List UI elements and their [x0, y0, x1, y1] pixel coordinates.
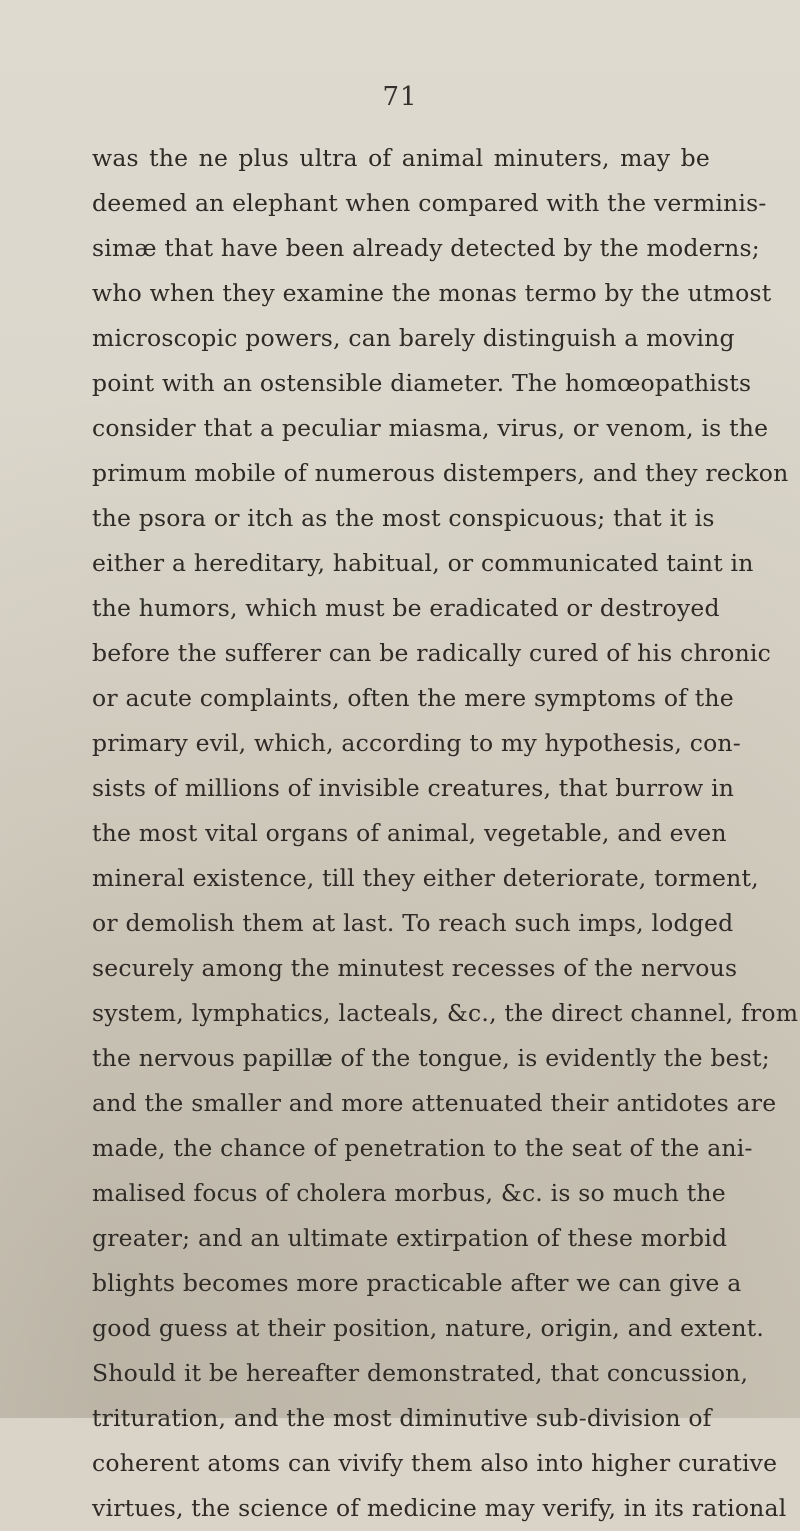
text-line: trituration, and the most diminutive sub-division of [92, 1404, 712, 1432]
text-line: was the ne plus ultra of animal minuters, may be [92, 144, 710, 172]
text-line: greater; and an ultimate extirpation of these morbid [92, 1224, 728, 1252]
text-line: primum mobile of numerous distempers, and they reckon [92, 459, 789, 487]
text-line: who when they examine the monas termo by the utmost [92, 279, 772, 307]
text-line: consider that a peculiar miasma, virus, or venom, is the [92, 414, 769, 442]
text-line: made, the chance of penetration to the seat of the ani- [92, 1134, 753, 1162]
text-line: coherent atoms can vivify them also into higher curative [92, 1449, 778, 1477]
text-line: point with an ostensible diameter. The homœopathists [92, 369, 752, 397]
text-line: before the sufferer can be radically cured of his chronic [92, 639, 771, 667]
text-line: primary evil, which, according to my hypothesis, con- [92, 729, 741, 757]
text-line: deemed an elephant when compared with the verminis- [92, 189, 767, 217]
text-line: or acute complaints, often the mere symptoms of the [92, 684, 734, 712]
text-line: simæ that have been already detected by the moderns; [92, 234, 760, 262]
text-line: sists of millions of invisible creatures, that burrow in [92, 774, 735, 802]
text-line: either a hereditary, habitual, or communicated taint in [92, 549, 754, 577]
text-line: the most vital organs of animal, vegetable, and even [92, 819, 727, 847]
text-line: microscopic powers, can barely distinguish a moving [92, 324, 735, 352]
text-line: securely among the minutest recesses of the nervous [92, 954, 738, 982]
text-line: virtues, the science of medicine may verify, in its rational [92, 1494, 787, 1522]
text-line: the humors, which must be eradicated or destroyed [92, 594, 720, 622]
text-line: and the smaller and more attenuated their antidotes are [92, 1089, 777, 1117]
page-number: 71 [382, 82, 418, 112]
text-line: the nervous papillæ of the tongue, is evidently the best; [92, 1044, 770, 1072]
text-line: or demolish them at last. To reach such imps, lodged [92, 909, 734, 937]
text-line: blights becomes more practicable after we can give a [92, 1269, 742, 1297]
body-text [92, 136, 799, 1531]
text-line: good guess at their position, nature, origin, and extent. [92, 1314, 765, 1342]
text-line: mineral existence, till they either deteriorate, torment, [92, 864, 759, 892]
text-line: malised focus of cholera morbus, &c. is so much the [92, 1179, 726, 1207]
text-line: the psora or itch as the most conspicuous; that it is [92, 504, 715, 532]
text-line: Should it be hereafter demonstrated, that concussion, [92, 1359, 749, 1387]
text-line: system, lymphatics, lacteals, &c., the direct channel, from [92, 999, 799, 1027]
